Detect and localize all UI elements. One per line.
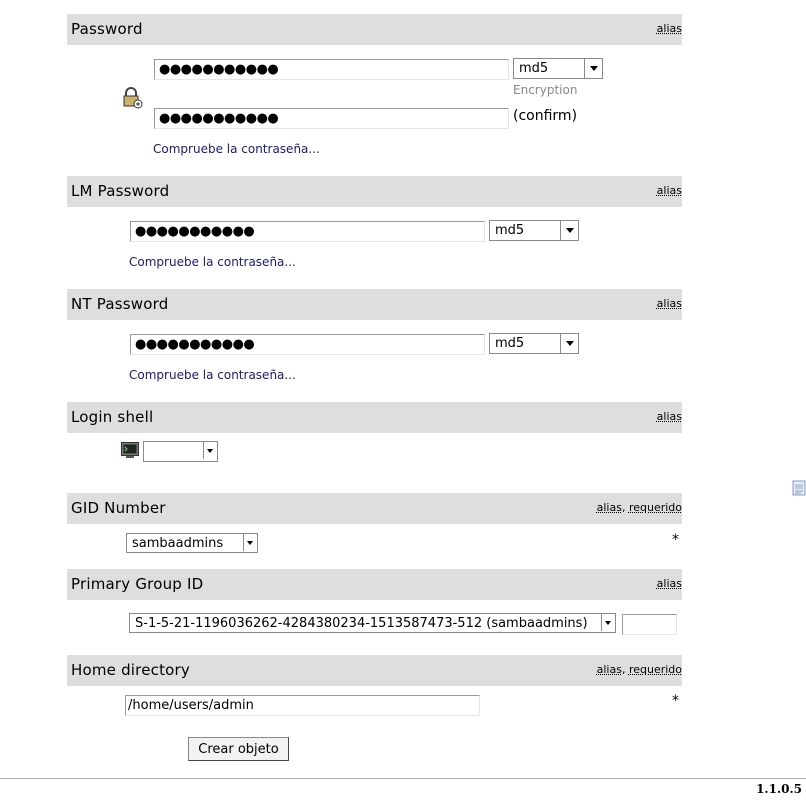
alias-link[interactable]: alias xyxy=(596,663,622,676)
section-header-login-shell xyxy=(67,402,682,433)
alias-link[interactable]: alias xyxy=(656,410,682,423)
nt-encryption-select[interactable]: md5 xyxy=(489,333,579,354)
encryption-label: Encryption xyxy=(513,83,578,97)
terminal-icon xyxy=(121,442,139,458)
section-header-primary-group-id xyxy=(67,569,682,600)
password-input[interactable]: ●●●●●●●●●●● xyxy=(154,59,509,80)
home-directory-input[interactable]: /home/users/admin xyxy=(125,695,480,716)
required-marker: * xyxy=(672,532,679,548)
primary-group-select[interactable]: S-1-5-21-1196036262-4284380234-1513587473-512 (sambaadmins) xyxy=(129,613,616,633)
section-title: NT Password xyxy=(71,295,169,313)
password-encryption-select[interactable]: md5 xyxy=(513,58,603,79)
version-label: 1.1.0.5 xyxy=(756,782,802,796)
check-password-link[interactable]: Compruebe la contraseña... xyxy=(153,142,320,156)
section-title: LM Password xyxy=(71,182,170,200)
chevron-down-icon xyxy=(560,334,578,353)
required-link[interactable]: requerido xyxy=(628,501,682,514)
primary-group-extra-input[interactable] xyxy=(622,614,677,635)
section-header-password xyxy=(67,14,682,45)
alias-link[interactable]: alias xyxy=(656,22,682,35)
check-password-link[interactable]: Compruebe la contraseña... xyxy=(129,255,296,269)
footer-divider xyxy=(0,778,806,779)
chevron-down-icon xyxy=(584,59,602,78)
lm-password-input[interactable]: ●●●●●●●●●●● xyxy=(130,221,485,242)
required-marker: * xyxy=(672,693,679,709)
section-title: Primary Group ID xyxy=(71,575,204,593)
section-title: Login shell xyxy=(71,408,154,426)
confirm-label: (confirm) xyxy=(513,108,578,124)
section-title: Home directory xyxy=(71,661,190,679)
alias-link[interactable]: alias xyxy=(656,184,682,197)
alias-link[interactable]: alias xyxy=(656,297,682,310)
section-header-home-directory: Home directory alias, requerido xyxy=(67,655,682,686)
lm-encryption-select[interactable]: md5 xyxy=(489,220,579,241)
section-header-lm-password xyxy=(67,176,682,207)
section-header-gid-number: GID Number alias, requerido xyxy=(67,493,682,524)
gid-number-select[interactable]: sambaadmins xyxy=(126,533,258,553)
padlock-icon xyxy=(121,86,145,110)
section-title: Password xyxy=(71,20,143,38)
login-shell-select[interactable] xyxy=(143,441,218,462)
create-object-button[interactable]: Crear objeto xyxy=(188,737,289,761)
password-confirm-input[interactable]: ●●●●●●●●●●● xyxy=(154,108,509,129)
section-header-nt-password xyxy=(67,289,682,320)
chevron-down-icon xyxy=(560,221,578,240)
chevron-down-icon xyxy=(243,534,257,551)
chevron-down-icon xyxy=(601,614,615,631)
required-link[interactable]: requerido xyxy=(628,663,682,676)
chevron-down-icon xyxy=(203,442,217,459)
nt-password-input[interactable]: ●●●●●●●●●●● xyxy=(130,334,485,355)
section-title: GID Number xyxy=(71,499,166,517)
alias-link[interactable]: alias xyxy=(656,577,682,590)
document-icon[interactable] xyxy=(792,480,806,496)
check-password-link[interactable]: Compruebe la contraseña... xyxy=(129,368,296,382)
alias-link[interactable]: alias xyxy=(596,501,622,514)
